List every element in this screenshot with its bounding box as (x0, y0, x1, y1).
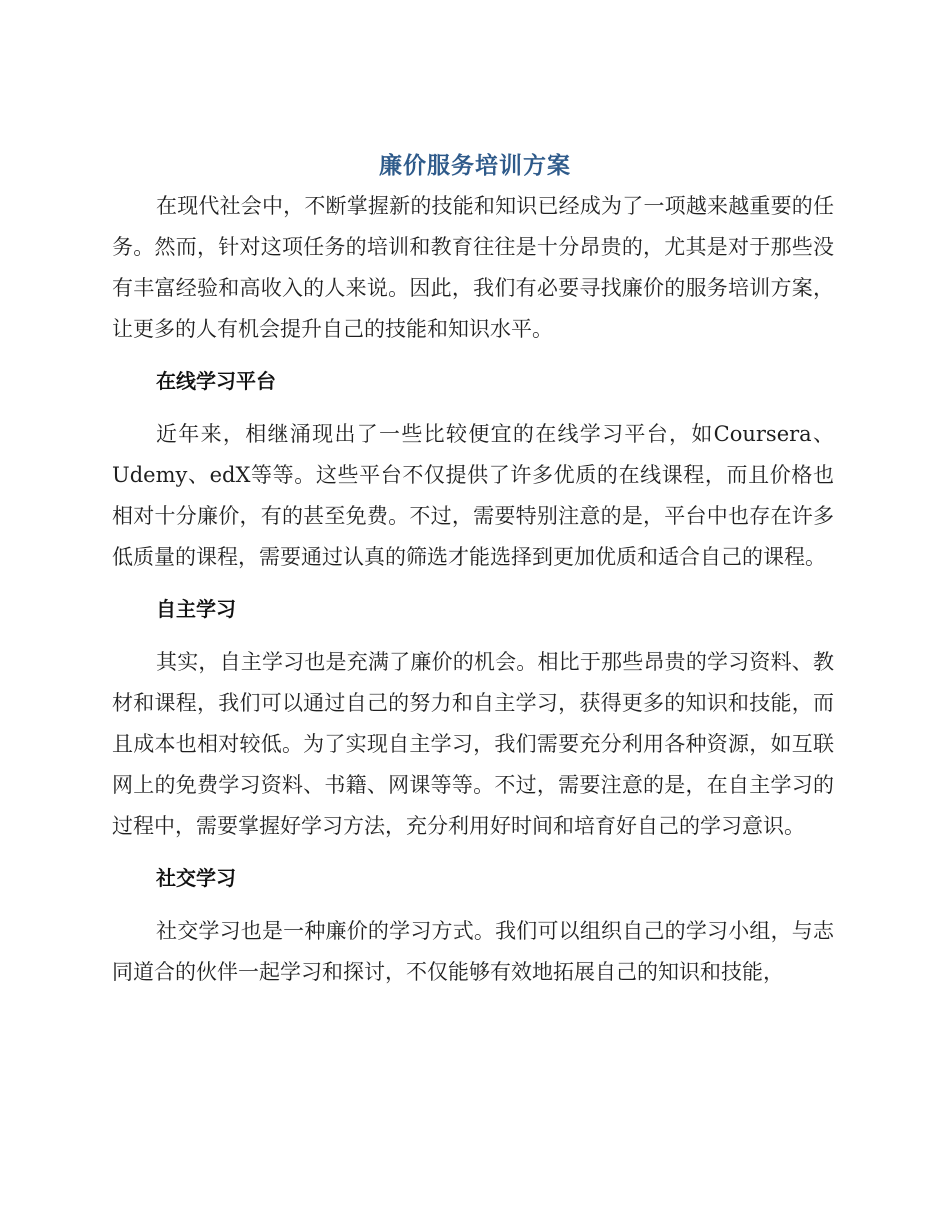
document-title: 廉价服务培训方案 (379, 153, 571, 179)
section-heading-self-study: 自主学习 (156, 597, 236, 621)
section-paragraph-online-platform: 近年来，相继涌现出了一些比较便宜的在线学习平台，如Coursera、Udemy、edX等等。这些平台不仅提供了许多优质的在线课程，而且价格也相对十分廉价，有的甚至免费。不过，需要特别注意的是，平台中也存在许多低质量的课程，需要通过认真的筛选才能选择到更加优质和适合自己的课程。 (112, 422, 834, 569)
section-paragraph-social-learning: 社交学习也是一种廉价的学习方式。我们可以组织自己的学习小组，与志同道合的伙伴一起学习和探讨，不仅能够有效地拓展自己的知识和技能， (112, 919, 834, 984)
section-heading-online-platform: 在线学习平台 (156, 369, 276, 393)
section-paragraph-self-study: 其实，自主学习也是充满了廉价的机会。相比于那些昂贵的学习资料、教材和课程，我们可以通过自己的努力和自主学习，获得更多的知识和技能，而且成本也相对较低。为了实现自主学习，我们需要充分利用各种资源，如互联网上的免费学习资料、书籍、网课等等。不过，需要注意的是，在自主学习的过程中，需要掌握好学习方法，充分利用好时间和培育好自己的学习意识。 (112, 650, 834, 838)
section-heading-social-learning: 社交学习 (156, 866, 236, 890)
document-body (112, 186, 834, 993)
intro-paragraph: 在现代社会中，不断掌握新的技能和知识已经成为了一项越来越重要的任务。然而，针对这项任务的培训和教育往往是十分昂贵的，尤其是对于那些没有丰富经验和高收入的人来说。因此，我们有必要寻找廉价的服务培训方案，让更多的人有机会提升自己的技能和知识水平。 (112, 194, 834, 341)
